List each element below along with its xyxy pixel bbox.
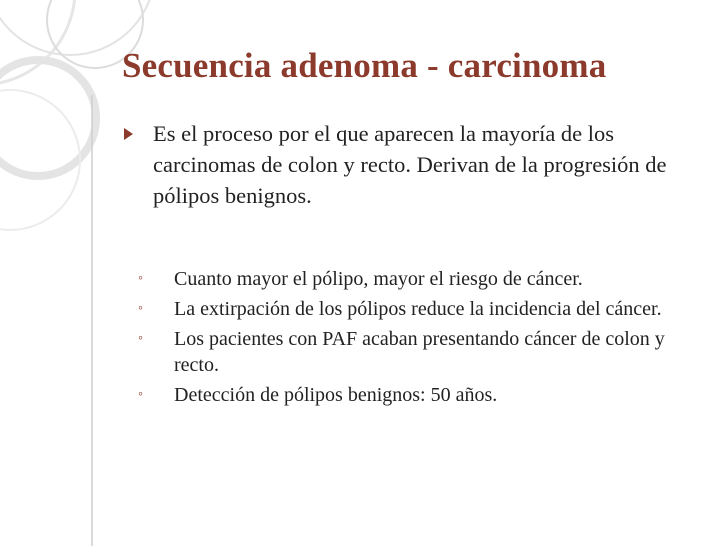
hollow-circle-bullet-icon: ◦ [138,331,143,346]
hollow-circle-bullet-icon: ◦ [138,387,143,402]
hollow-circle-bullet-icon: ◦ [138,271,143,286]
main-bullet-text: Es el proceso por el que aparecen la mayoría de los carcinomas de colon y recto. Derivan de la progresión de pólipos benignos. [153,121,667,208]
triangle-bullet-icon [124,128,133,140]
sub-bullet-text: Detección de pólipos benignos: 50 años. [174,384,498,406]
slide-title: Secuencia adenoma - carcinoma [122,46,607,85]
main-bullet [120,118,700,211]
sub-bullet [136,326,706,378]
sub-bullet [136,266,706,292]
sub-bullet [136,296,706,322]
sub-bullet [136,382,706,408]
hollow-circle-bullet-icon: ◦ [138,301,143,316]
slide-body [120,118,700,406]
sub-bullet-list [136,266,706,412]
sub-bullet-text: Cuanto mayor el pólipo, mayor el riesgo de cáncer. [174,268,583,290]
sub-bullet-text: Los pacientes con PAF acaban presentando cáncer de colon y recto. [174,328,665,376]
sub-bullet-text: La extirpación de los pólipos reduce la incidencia del cáncer. [174,298,662,320]
